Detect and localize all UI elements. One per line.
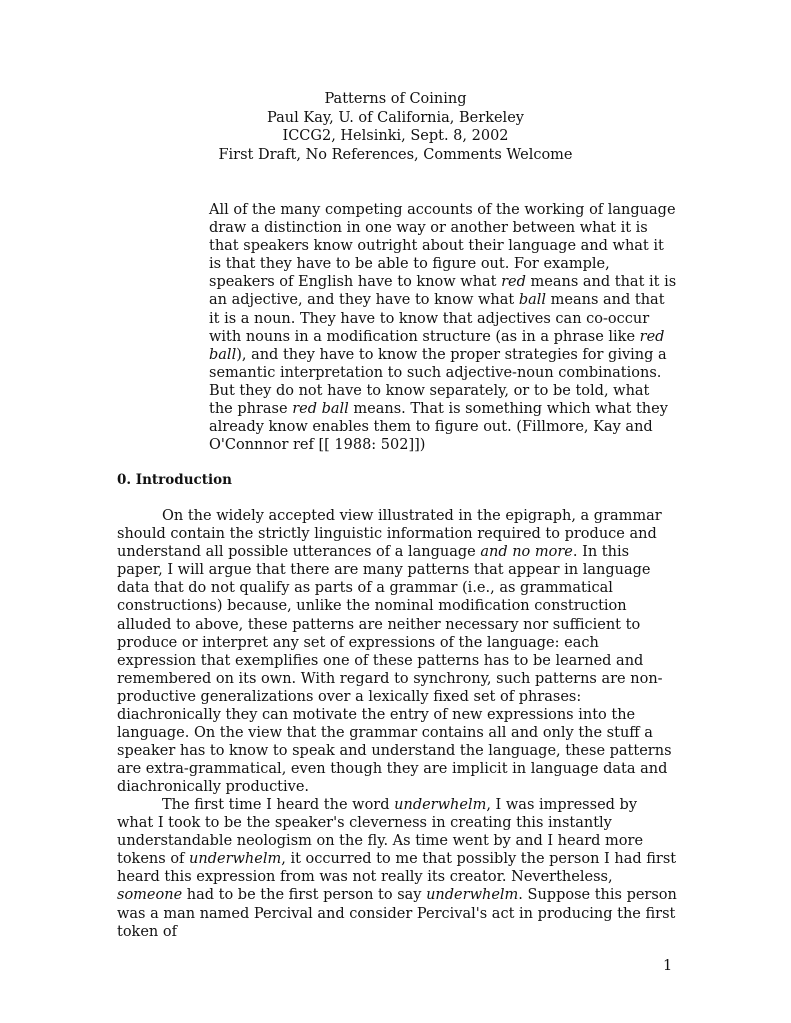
paragraph-text: . Suppose this person was a man named Percival and consider Percival's act in producing the first token of [117, 887, 677, 940]
paragraph-emphasis: and no more [480, 544, 573, 561]
epigraph-emphasis: ball [518, 292, 547, 309]
paragraph-text: The first time I heard the word [162, 797, 395, 813]
draft-note: First Draft, No References, Comments Welcome [218, 146, 573, 163]
paragraph-text: had to be the first person to say [182, 887, 427, 904]
epigraph-text: means and that it is a noun. They have to know that adjectives can co-occur with nouns in a modification structure (as in a phrase like [209, 292, 665, 345]
paragraph-emphasis: underwhelm [394, 797, 487, 813]
paper-title: Patterns of Coining [324, 91, 467, 107]
epigraph-text: means and that it is an adjective, and they have to know what [209, 274, 677, 309]
paragraph-text: On the widely accepted view illustrated in the epigraph, a grammar should contain the strictly linguistic information required to produce and understand all possible utterances of a language [117, 508, 662, 561]
epigraph-text: ), and they have to know the proper strategies for giving a semantic interpretation to such adjective-noun combinations. But they do not have to know separately, or to be told, what the phrase [209, 346, 667, 418]
paragraph-emphasis: underwhelm [189, 851, 282, 868]
body-paragraph-2 [117, 796, 677, 941]
epigraph [209, 201, 677, 454]
epigraph-text: means. That is something which what they already know enables them to figure out. (Fillmore, Kay and O'Connnor ref [[ 1988: 502]]) [209, 401, 668, 454]
epigraph-emphasis: red ball [209, 328, 665, 363]
paragraph-text: , it occurred to me that possibly the person I had first heard this expression from was not really its creator. Nevertheless, [117, 851, 677, 886]
paragraph-text: , I was impressed by what I took to be the speaker's cleverness in creating this instantly understandable neologism on the fly. As time went by and I heard more tokens of [117, 797, 644, 868]
page-number: 1 [663, 958, 673, 974]
epigraph-text: All of the many competing accounts of the working of language draw a distinction in one way or another between what it is that speakers know outright about their language and what it is that they have to be able to figure out. For example, speakers of English have to know what [209, 202, 676, 291]
author-line: Paul Kay, U. of California, Berkeley [267, 109, 524, 126]
paragraph-emphasis: underwhelm [426, 887, 519, 904]
body-paragraph-1 [117, 507, 677, 797]
title-block [0, 90, 791, 164]
section-heading: 0. Introduction [117, 472, 232, 488]
venue-line: ICCG2, Helsinki, Sept. 8, 2002 [282, 128, 509, 144]
paragraph-text: . In this paper, I will argue that there are many patterns that appear in language data that do not qualify as parts of a grammar (i.e., as grammatical constructions) because, unlike the nominal modification construction alluded to above, these patterns are neither necessary nor sufficient to produce or interpret any set of expressions of the language: each expression that exemplifies one of these patterns has to be learned and remembered on its own. With regard to synchrony, such patterns are non-productive generalizations over a lexically fixed set of phrases: diachronically they can motivate the entry of new expressions into the language. On the view that the grammar contains all and only the stuff a speaker has to know to speak and understand the language, these patterns are extra-grammatical, even though they are implicit in language data and diachronically productive. [117, 544, 672, 796]
paragraph-emphasis: someone [117, 887, 183, 904]
epigraph-emphasis: red [501, 274, 526, 291]
epigraph-emphasis: red ball [292, 401, 349, 418]
